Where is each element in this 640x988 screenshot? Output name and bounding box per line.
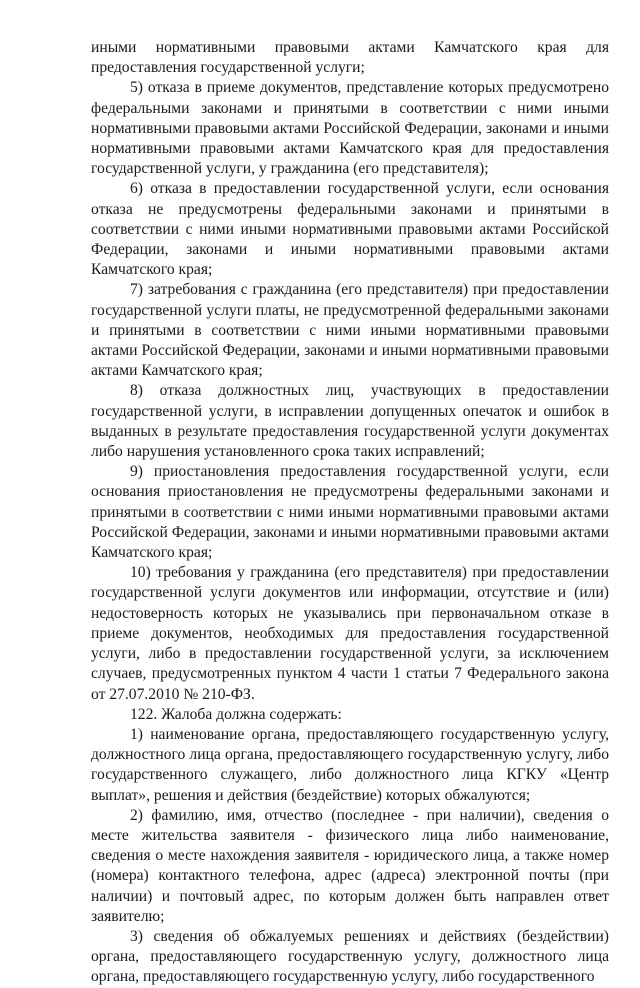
paragraph-item-10: 10) требования у гражданина (его представителя) при предоставлении государственной услуги документов или информации, отсутствие и (или) недостоверность которых не указывались при первоначальном отказе в приеме документов, необходимых для предоставления государственной услуги, либо в предоставлении государственной услуги, за исключением случаев, предусмотренных пунктом 4 части 1 статьи 7 Федерального закона от 27.07.2010 № 210-ФЗ. xyxy=(91,564,609,703)
paragraph-item-7: 7) затребования с гражданина (его представителя) при предоставлении государственной услуги платы, не предусмотренной федеральными законами и принятыми в соответствии с ними иными нормативными правовыми актами Российской Федерации, законами и иными нормативными правовыми актами Камчатского края; xyxy=(91,281,609,380)
paragraph-continuation: иными нормативными правовыми актами Камчатского края для предоставления государственной услуги; xyxy=(91,39,609,77)
paragraph-complaint-item-2: 2) фамилию, имя, отчество (последнее - при наличии), сведения о месте жительства заявителя - физического лица либо наименование, сведения о месте нахождения заявителя - юридического лица, а также номер (номера) контактного телефона, адрес (адреса) электронной почты (при наличии) и почтовый адрес, по которым должен быть направлен ответ заявителю; xyxy=(91,806,609,925)
paragraph-complaint-item-1: 1) наименование органа, предоставляющего государственную услугу, должностного лица органа, предоставляющего государственную услугу, либо государственного служащего, либо должностного лица КГКУ «Центр выплат», решения и действия (бездействие) которых обжалуются; xyxy=(91,725,609,804)
paragraph-item-8: 8) отказа должностных лиц, участвующих в предоставлении государственной услуги, в исправлении допущенных опечаток и ошибок в выданных в результате предоставления государственной услуги документах либо нарушения установленного срока таких исправлений; xyxy=(91,382,609,461)
paragraph-item-5: 5) отказа в приеме документов, представление которых предусмотрено федеральными законами и принятыми в соответствии с ними иными нормативными правовыми актами Российской Федерации, законами и иными нормативными правовыми актами Камчатского края для предоставления государственной услуги, у гражданина (его представителя); xyxy=(91,79,609,178)
paragraph-clause-122: 122. Жалоба должна содержать: xyxy=(130,705,342,723)
paragraph-complaint-item-3: 3) сведения об обжалуемых решениях и действиях (бездействии) органа, предоставляющего государственную услугу, должностного лица органа, предоставляющего государственную услугу, либо государственного xyxy=(91,927,609,986)
document-page xyxy=(91,38,609,988)
paragraph-item-6: 6) отказа в предоставлении государственной услуги, если основания отказа не предусмотрены федеральными законами и принятыми в соответствии с ними иными нормативными правовыми актами Российской Федерации, законами и иными нормативными правовыми актами Камчатского края; xyxy=(91,180,609,279)
paragraph-item-9: 9) приостановления предоставления государственной услуги, если основания приостановления не предусмотрены федеральными законами и принятыми в соответствии с ними иными нормативными правовыми актами Российской Федерации, законами и иными нормативными правовыми актами Камчатского края; xyxy=(91,463,609,562)
